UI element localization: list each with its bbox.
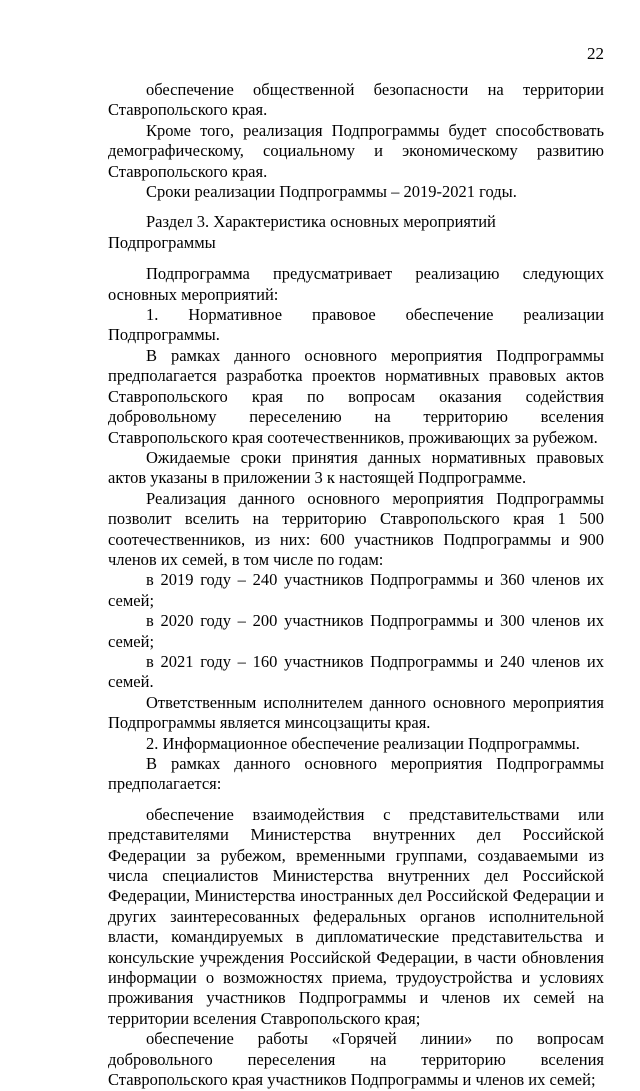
paragraph-interaction-ministries: обеспечение взаимодействия с представительствами или представителями Министерства внутренних дел Российской Федерации за рубежом, временными группами, создаваемыми из числа специалистов Министерства внутренних дел Российской Федерации, Министерства иностранных дел Российской Федерации и других заинтересованных федеральных органов исполнительной власти, командируемых в дипломатические представительства и консульские учреждения Российской Федерации, в части обновления информации о возможностях приема, трудоустройства и условиях проживания участников Подпрограммы и членов их семей на территории вселения Ставропольского края; xyxy=(108,804,604,1028)
paragraph-implementation-period: Сроки реализации Подпрограммы – 2019-2021 годы. xyxy=(146,182,517,202)
paragraph-activity-1-description: В рамках данного основного мероприятия Подпрограммы предполагается разработка проектов нормативных правовых актов Ставропольского края по вопросам оказания содействия добровольному переселению на территорию вселения Ставропольского края соотечественников, проживающих за рубежом. xyxy=(108,345,604,447)
document-body xyxy=(108,80,604,1091)
paragraph-year-2019: в 2019 году – 240 участников Подпрограммы и 360 членов их семей; xyxy=(108,570,604,610)
document-page xyxy=(108,0,604,1090)
section-heading: Раздел 3. Характеристика основных мероприятий Подпрограммы xyxy=(108,212,496,252)
paragraph-activity-2-intro: В рамках данного основного мероприятия Подпрограммы предполагается: xyxy=(108,754,604,794)
paragraph-year-2020: в 2020 году – 200 участников Подпрограммы и 300 членов их семей; xyxy=(108,611,604,651)
paragraph-activity-1-title: 1. Нормативное правовое обеспечение реализации Подпрограммы. xyxy=(108,305,604,345)
paragraph-main-activities-intro: Подпрограмма предусматривает реализацию следующих основных мероприятий: xyxy=(108,264,604,304)
page-number: 22 xyxy=(587,44,604,63)
paragraph-resettlement-totals: Реализация данного основного мероприятия Подпрограммы позволит вселить на территорию Ставропольского края 1 500 соотечественников, из них: 600 участников Подпрограммы и 900 членов их семей, в том числе по годам: xyxy=(108,488,604,569)
paragraph-expected-dates: Ожидаемые сроки принятия данных нормативных правовых актов указаны в приложении 3 к настоящей Подпрограмме. xyxy=(108,447,604,488)
paragraph-year-2021: в 2021 году – 160 участников Подпрограммы и 240 членов их семей. xyxy=(108,651,604,692)
paragraph-activity-2-title: 2. Информационное обеспечение реализации Подпрограммы. xyxy=(146,733,580,753)
paragraph-public-safety: обеспечение общественной безопасности на территории Ставропольского края. xyxy=(108,80,604,120)
paragraph-responsible-executor: Ответственным исполнителем данного основного мероприятия Подпрограммы является минсоцзащиты края. xyxy=(108,692,604,733)
paragraph-hotline: обеспечение работы «Горячей линии» по вопросам добровольного переселения на территорию вселения Ставропольского края участников Подпрограммы и членов их семей; xyxy=(108,1029,604,1090)
paragraph-demographic-development: Кроме того, реализация Подпрограммы будет способствовать демографическому, социальному и экономическому развитию Ставропольского края. xyxy=(108,120,604,181)
